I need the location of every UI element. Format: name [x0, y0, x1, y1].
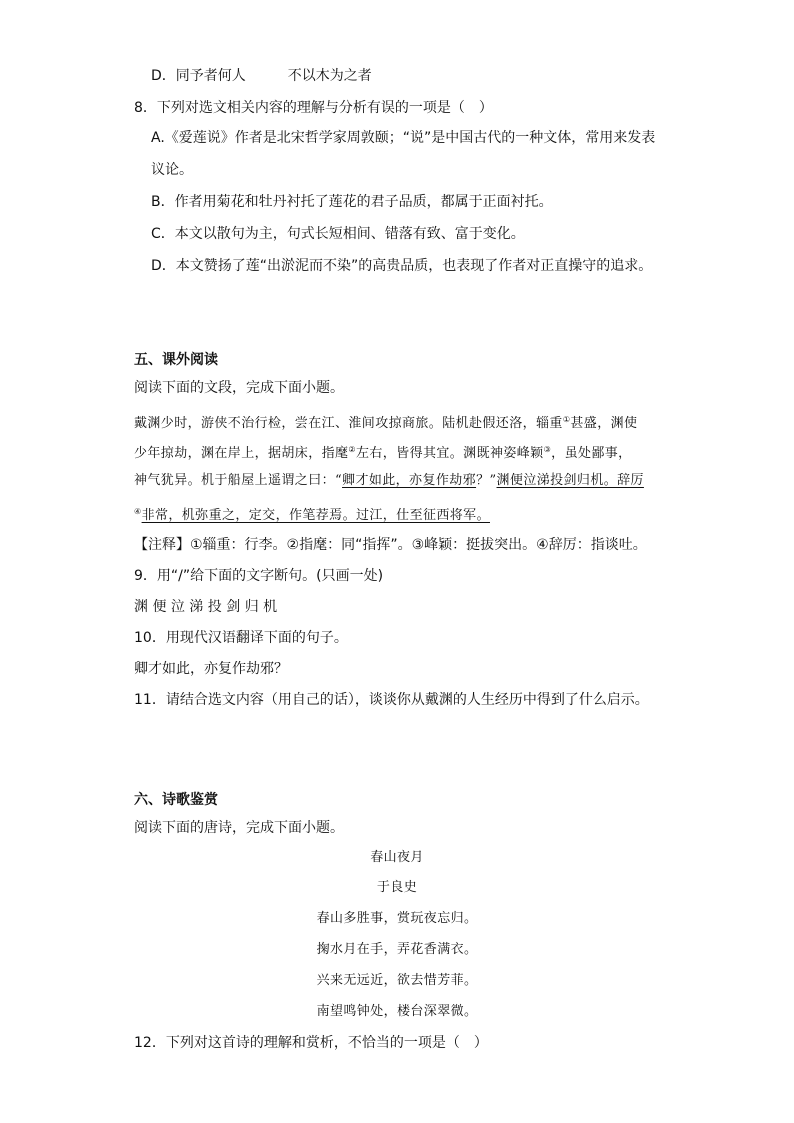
q8-option-b: B．作者用菊花和牡丹衬托了莲花的君子品质，都属于正面衬托。: [151, 194, 553, 210]
q8-stem: 8．下列对选文相关内容的理解与分析有误的一项是（ ）: [134, 100, 493, 116]
passage-text: 少年掠劫，渊在岸上，据胡床，指麾: [134, 446, 349, 461]
q8-option-a-line1: A.《爱莲说》作者是北宋哲学家周敦颐；“说”是中国古代的一种文体，常用来发表: [151, 130, 656, 146]
footnote-marker: ②: [348, 445, 356, 454]
section6-title: 六、诗歌鉴赏: [134, 792, 218, 808]
poem-author: 于良史: [376, 880, 418, 895]
q9-stem: 9．用“/”给下面的文字断句。(只画一处): [134, 568, 384, 584]
passage-text: 左右，皆得其宜。渊既神姿峰颖: [355, 446, 544, 461]
underlined-sentence-2: 渊便泣涕投剑归机。辞厉: [496, 473, 644, 488]
q7-option-d: [151, 66, 372, 86]
q8-option-a-line2: 议论。: [151, 162, 193, 178]
passage-text: 戴渊少时，游侠不治行检，尝在江、淮间攻掠商旅。陆机赴假还洛，辎重: [134, 416, 563, 431]
footnote-marker: ③: [543, 445, 552, 454]
passage-line-4: [134, 502, 490, 526]
q11-stem: 11．请结合选文内容（用自己的话），谈谈你从戴渊的人生经历中得到了什么启示。: [134, 692, 649, 708]
underlined-sentence-2-cont: 非常，机弥重之，定交，作笔荐焉。过江，仕至征西将军。: [141, 508, 490, 523]
q8-option-d: D．本文赞扬了莲“出淤泥而不染”的高贵品质，也表现了作者对正直操守的追求。: [151, 258, 653, 274]
q8-option-c: C．本文以散句为主，句式长短相间、错落有致、富于变化。: [151, 226, 525, 242]
q10-text: 卿才如此，亦复作劫邪？: [134, 661, 288, 677]
section5-instruction: 阅读下面的文段，完成下面小题。: [134, 380, 344, 396]
q7-option-d-part2: 不以木为之者: [287, 68, 372, 84]
q9-text: 渊 便 泣 涕 投 剑 归 机: [134, 599, 278, 615]
footnote-marker: ①: [562, 415, 571, 424]
passage-text: 神气犹异。机于船屋上遥谓之曰：“: [134, 473, 343, 488]
poem-line: 兴来无远近，欲去惜芳菲。: [316, 973, 478, 988]
passage-line-1: [134, 410, 637, 434]
passage-text: 甚盛，渊使: [570, 416, 638, 431]
passage-line-2: [134, 440, 632, 464]
q12-stem: 12．下列对这首诗的理解和赏析，不恰当的一项是（ ）: [134, 1035, 488, 1051]
section5-title: 五、课外阅读: [134, 352, 218, 368]
poem-line: 南望鸣钟处，楼台深翠微。: [316, 1004, 478, 1019]
poem-title: 春山夜月: [370, 850, 424, 865]
poem-line: 春山多胜事，赏玩夜忘归。: [316, 911, 478, 926]
q7-option-d-part1: D．同予者何人: [151, 68, 246, 84]
annotation-note: 【注释】①辎重：行李。②指麾：同“指挥”。③峰颖：挺拔突出。④辞厉：指谈吐。: [134, 537, 647, 553]
poem-line: 掬水月在手，弄花香满衣。: [316, 942, 478, 957]
q10-stem: 10．用现代汉语翻译下面的句子。: [134, 630, 348, 646]
section6-instruction: 阅读下面的唐诗，完成下面小题。: [134, 820, 344, 836]
passage-line-3: [134, 471, 644, 491]
passage-text: ？”: [476, 473, 497, 488]
underlined-sentence-1: 卿才如此，亦复作劫邪: [342, 473, 477, 488]
passage-text: ，虽处鄙事，: [551, 446, 632, 461]
footnote-marker: ④: [134, 507, 142, 516]
